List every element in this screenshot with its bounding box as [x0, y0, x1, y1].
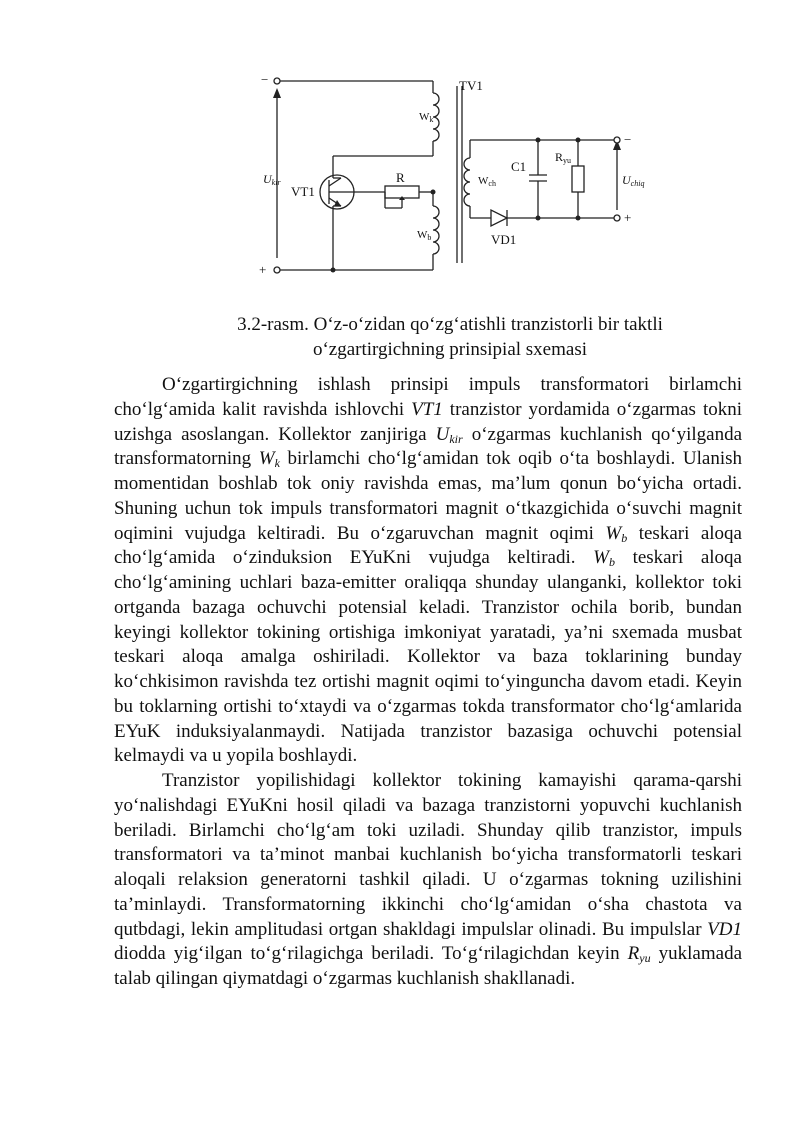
- wk-label: Wk: [419, 111, 434, 124]
- c1-label: C1: [511, 159, 527, 174]
- plus-out-label: +: [624, 210, 632, 225]
- figure-caption-line-2: o‘zgartirgichning prinsipial sxemasi: [312, 339, 588, 360]
- paragraph-2: Tranzistor yopilishidagi kollektor tokining kamayishi qarama-qarshi yo‘nalishdagi EYuKni hosil qiladi va bazaga tranzistorni yopuvchi kuchlanish beriladi. Birlamchi cho‘lg‘am toki uziladi. Shunday qilib tranzistor, impuls transformatori va ta’minot manbai kuchlanish bo‘yicha transformatorli teskari aloqali relaksion generatorni tashkil qiladi. U o‘zgarmas tokning uzilishini ta’minlaydi. Transformatorning ikkinchi cho‘lg‘amidan o‘sha chastota va qutbdagi, lekin amplitudasi ortgan shakldagi impulslar olinadi. Bu impulslar VD1 diodda yig‘ilgan to‘g‘rilagichga beriladi. To‘g‘rilagichdan keyin $R_{yu}$ yuklamada talab qilingan qiymatdagi o‘zgarmas kuchlanish shakllanadi.: [114, 770, 742, 989]
- paragraph-1: O‘zgartirgichning ishlash prinsipi impuls transformatori birlamchi cho‘lg‘amida kalit ravishda ishlovchi VT1 tranzistor yordamida o‘zgarmas tokni uzishga asoslangan. Kollektor zanjiriga $U_{kir}$ o‘zgarmas kuchlanish qo‘yilganda transformatorning $W_k$ birlamchi cho‘lg‘amidan tok oqib o‘ta boshlaydi. Ulanish momentidan boshlab tok oniy ravishda emas, ma’lum qonun bo‘yicha ortadi. Shuning uchun tok impuls transformatori magnit o‘tkazgichida o‘suvchi magnit oqimini vujudga keltiradi. Bu o‘zgaruvchan magnit oqimi $W_b$ teskari aloqa cho‘lg‘amida o‘zinduksion EYuKni vujudga keltiradi. $W_b$ teskari aloqa cho‘lg‘amining uchlari baza-emitter oraliqqa shunday ulanganki, kollektor toki ortganda bazaga ochuvchi potensial keladi. Tranzistor ochila borib, bundan keyingi kollektor tokining ortishiga imkoniyat yaratadi, ya’ni sxemada musbat teskari aloqa amalga oshiriladi. Kollektor va baza toklarining bunday ko‘chkisimon ravishda tez ortishi magnit oqimi to‘yinguncha davom etadi. Keyin bu toklarning ortishi to‘xtaydi va o‘zgarmas tokda transformator cho‘lg‘amlarida EYuK induksiyalanmaydi. Natijada tranzistor bazasiga ochuvchi potensial kelmaydi va u yopila boshlaydi.: [114, 374, 743, 767]
- minus-out-label: −: [624, 132, 632, 147]
- circuit-diagram: [245, 68, 665, 283]
- figure-caption-line-1: 3.2-rasm. O‘z-o‘zidan qo‘zg‘atishli tranzistorli bir taktli: [237, 314, 663, 335]
- wch-label: Wch: [478, 175, 496, 188]
- plus-in-label: +: [259, 262, 267, 277]
- minus-in-label: −: [261, 72, 269, 87]
- ryu-label: Ryu: [555, 150, 572, 165]
- vd1-label: VD1: [491, 232, 517, 247]
- wb-label: Wb: [417, 229, 432, 242]
- uchiq-label: Uchiq: [622, 173, 645, 188]
- r-label: R: [396, 170, 405, 185]
- ukir-label: Ukir: [263, 172, 281, 187]
- body-text: [114, 373, 742, 992]
- vt1-label: VT1: [291, 184, 315, 199]
- tv1-label: TV1: [459, 78, 483, 93]
